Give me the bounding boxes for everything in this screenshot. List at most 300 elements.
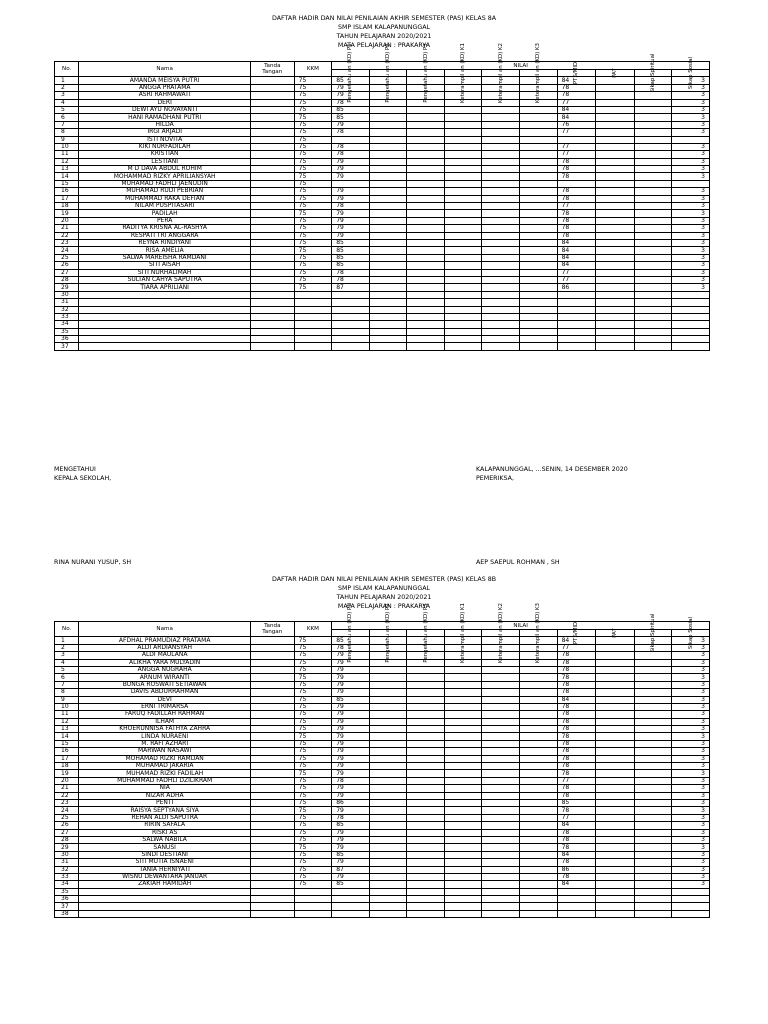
k2-score (482, 158, 520, 165)
spiritual-score (634, 143, 672, 150)
col-pts-header: PTS/MID (557, 630, 596, 637)
col-k1-header: Keterampil an (KD) K1 (444, 70, 482, 77)
table-row (55, 299, 710, 306)
p3-score (407, 247, 445, 254)
k3-score (520, 807, 558, 814)
student-name: MUHAMAD JAKARIA (79, 763, 251, 770)
k2-score (482, 114, 520, 121)
k3-score (520, 232, 558, 239)
p3-score (407, 158, 445, 165)
p2-score (369, 674, 407, 681)
pts-score: 84 (557, 696, 596, 703)
p3-score (407, 910, 445, 917)
k3-score (520, 689, 558, 696)
spiritual-score (634, 807, 672, 814)
student-name: ANGGA PRATAMA (79, 84, 251, 91)
p2-score (369, 114, 407, 121)
table-row (55, 859, 710, 866)
k3-score (520, 114, 558, 121)
kkm-value: 75 (294, 666, 332, 673)
sosial-score: 3 (672, 881, 710, 888)
sosial-score (672, 343, 710, 350)
table-row (55, 306, 710, 313)
col-p2-header: Pengetahu an (KD) P2 (369, 630, 407, 637)
pat-score (596, 158, 635, 165)
signature-cell (250, 217, 294, 224)
k1-score (444, 748, 482, 755)
year-line: TAHUN PELAJARAN 2020/2021 (336, 594, 432, 601)
pts-score: 77 (557, 814, 596, 821)
pat-score (596, 866, 635, 873)
kkm-value: 75 (294, 284, 332, 291)
k2-score (482, 770, 520, 777)
pat-score (596, 859, 635, 866)
sosial-score: 3 (672, 151, 710, 158)
pts-score: 78 (557, 232, 596, 239)
table-row (55, 106, 710, 113)
col-spiritual-header: Sikap Spiritual (634, 70, 672, 77)
spiritual-score (634, 755, 672, 762)
spiritual-score (634, 666, 672, 673)
signature-cell (250, 276, 294, 283)
pat-score (596, 652, 635, 659)
signature-cell (250, 188, 294, 195)
k3-score (520, 696, 558, 703)
p3-score (407, 166, 445, 173)
pat-score (596, 851, 635, 858)
p1-score (332, 888, 370, 895)
p2-score (369, 799, 407, 806)
signature-cell (250, 166, 294, 173)
k1-score (444, 299, 482, 306)
sosial-score: 3 (672, 763, 710, 770)
k1-score (444, 903, 482, 910)
pat-score (596, 143, 635, 150)
col-sosial-header: Sikap Sosial (672, 630, 710, 637)
k2-score (482, 696, 520, 703)
spiritual-score (634, 188, 672, 195)
spiritual-score (634, 262, 672, 269)
sosial-score: 3 (672, 785, 710, 792)
p3-score (407, 188, 445, 195)
row-no: 21 (55, 785, 79, 792)
row-no: 33 (55, 313, 79, 320)
row-no: 37 (55, 343, 79, 350)
signature-cell (250, 681, 294, 688)
p3-score (407, 836, 445, 843)
pts-score (557, 343, 596, 350)
pat-score (596, 262, 635, 269)
row-no: 34 (55, 321, 79, 328)
p3-score (407, 232, 445, 239)
p2-score (369, 173, 407, 180)
sosial-score: 3 (672, 873, 710, 880)
student-name: MUHAMAD RIZKI FADILAH (79, 770, 251, 777)
k2-score (482, 851, 520, 858)
pts-score: 78 (557, 859, 596, 866)
student-name: DERI (79, 99, 251, 106)
k3-score (520, 733, 558, 740)
table-row (55, 276, 710, 283)
student-name: AMANDA MEISYA PUTRI (79, 77, 251, 84)
row-no: 26 (55, 262, 79, 269)
table-row (55, 336, 710, 343)
kkm-value (294, 910, 332, 917)
spiritual-score (634, 888, 672, 895)
pat-score (596, 666, 635, 673)
student-name: DEWI AYU NOVAYANTI (79, 106, 251, 113)
signature-cell (250, 726, 294, 733)
kkm-value (294, 321, 332, 328)
pts-score (557, 321, 596, 328)
kkm-value: 75 (294, 129, 332, 136)
p3-score (407, 777, 445, 784)
student-name: MOHAMAD RIZKI RAMDAN (79, 755, 251, 762)
p3-score (407, 814, 445, 821)
k2-score (482, 903, 520, 910)
spiritual-score (634, 269, 672, 276)
k1-score (444, 726, 482, 733)
sign-kepala-sekolah: KEPALA SEKOLAH, (54, 475, 112, 482)
k2-score (482, 896, 520, 903)
col-k2-header: Keterampil an (KD) K2 (482, 70, 520, 77)
k1-score (444, 276, 482, 283)
row-no: 6 (55, 674, 79, 681)
sosial-score: 3 (672, 262, 710, 269)
pts-score: 78 (557, 807, 596, 814)
kkm-value: 75 (294, 836, 332, 843)
k3-score (520, 151, 558, 158)
pat-score (596, 770, 635, 777)
pat-score (596, 247, 635, 254)
student-name: RESPATI TRI ANGGARA (79, 232, 251, 239)
student-name: PERA (79, 217, 251, 224)
spiritual-score (634, 799, 672, 806)
spiritual-score (634, 822, 672, 829)
spiritual-score (634, 740, 672, 747)
k3-score (520, 306, 558, 313)
pat-score (596, 903, 635, 910)
p1-score: 79 (332, 807, 370, 814)
student-name: ASRI RAHMAWATI (79, 92, 251, 99)
p2-score (369, 158, 407, 165)
p3-score (407, 254, 445, 261)
k3-score (520, 269, 558, 276)
student-name: ALIKHA YARA MULYADIN (79, 659, 251, 666)
signature-cell (250, 299, 294, 306)
pts-score: 77 (557, 276, 596, 283)
pat-score (596, 284, 635, 291)
sosial-score: 3 (672, 733, 710, 740)
k2-score (482, 881, 520, 888)
row-no: 21 (55, 225, 79, 232)
k3-score (520, 666, 558, 673)
kkm-value: 75 (294, 689, 332, 696)
pat-score (596, 785, 635, 792)
p2-score (369, 696, 407, 703)
k1-score (444, 158, 482, 165)
spiritual-score (634, 232, 672, 239)
row-no: 22 (55, 792, 79, 799)
spiritual-score (634, 733, 672, 740)
k1-score (444, 755, 482, 762)
p2-score (369, 859, 407, 866)
row-no: 31 (55, 859, 79, 866)
spiritual-score (634, 777, 672, 784)
student-name (79, 313, 251, 320)
p2-score (369, 896, 407, 903)
k2-score (482, 814, 520, 821)
pts-score: 78 (557, 792, 596, 799)
student-name: ALDI MAULANA (79, 652, 251, 659)
pat-score (596, 129, 635, 136)
student-name: RIRIN SAFALA (79, 822, 251, 829)
row-no: 36 (55, 896, 79, 903)
k2-score (482, 726, 520, 733)
k3-score (520, 718, 558, 725)
kkm-value (294, 306, 332, 313)
k3-score (520, 254, 558, 261)
pat-score (596, 888, 635, 895)
student-name: ZAKIAH HAMIDAH (79, 881, 251, 888)
col-pat-header: PAT (596, 70, 635, 77)
p1-score: 79 (332, 770, 370, 777)
school-line: SMP ISLAM KALAPANUNGGAL (337, 24, 431, 31)
p1-score: 79 (332, 659, 370, 666)
k2-score (482, 888, 520, 895)
col-tanda-tangan-header: Tanda Tangan (250, 622, 294, 637)
pts-score: 78 (557, 726, 596, 733)
pts-score (557, 313, 596, 320)
spiritual-score (634, 195, 672, 202)
pat-score (596, 726, 635, 733)
p3-score (407, 844, 445, 851)
k1-score (444, 151, 482, 158)
kkm-value: 75 (294, 711, 332, 718)
spiritual-score (634, 239, 672, 246)
p3-score (407, 180, 445, 187)
p1-score: 79 (332, 836, 370, 843)
table-row (55, 313, 710, 320)
p3-score (407, 121, 445, 128)
p1-score: 79 (332, 652, 370, 659)
row-no: 15 (55, 180, 79, 187)
sign-left-block (54, 465, 111, 483)
p1-score: 79 (332, 166, 370, 173)
pts-score: 84 (557, 254, 596, 261)
pts-score: 78 (557, 652, 596, 659)
p3-score (407, 173, 445, 180)
k3-score (520, 106, 558, 113)
sosial-score: 3 (672, 844, 710, 851)
kkm-value: 75 (294, 770, 332, 777)
col-nama-header: Nama (79, 62, 251, 77)
sosial-score: 3 (672, 652, 710, 659)
row-no: 1 (55, 77, 79, 84)
sosial-score: 3 (672, 748, 710, 755)
signature-cell (250, 328, 294, 335)
signature-cell (250, 718, 294, 725)
pts-score: 78 (557, 829, 596, 836)
k1-score (444, 173, 482, 180)
kkm-value (294, 343, 332, 350)
table-row (55, 284, 710, 291)
col-spiritual-header: Sikap Spiritual (634, 630, 672, 637)
table-row (55, 888, 710, 895)
signature-cell (250, 770, 294, 777)
k1-score (444, 910, 482, 917)
p1-score: 79 (332, 225, 370, 232)
kkm-value: 75 (294, 822, 332, 829)
spiritual-score (634, 203, 672, 210)
spiritual-score (634, 343, 672, 350)
sosial-score: 3 (672, 659, 710, 666)
p3-score (407, 888, 445, 895)
k2-score (482, 210, 520, 217)
kkm-value: 75 (294, 718, 332, 725)
spiritual-score (634, 829, 672, 836)
table-row (55, 328, 710, 335)
p2-score (369, 666, 407, 673)
k3-score (520, 217, 558, 224)
spiritual-score (634, 284, 672, 291)
kkm-value: 75 (294, 755, 332, 762)
pat-score (596, 873, 635, 880)
k1-score (444, 807, 482, 814)
pts-score: 77 (557, 151, 596, 158)
row-no: 18 (55, 763, 79, 770)
pts-score (557, 291, 596, 298)
k1-score (444, 785, 482, 792)
kkm-value: 75 (294, 763, 332, 770)
sosial-score: 3 (672, 106, 710, 113)
p2-score (369, 851, 407, 858)
p1-score: 79 (332, 173, 370, 180)
col-no-header: No. (55, 62, 79, 77)
p2-score (369, 151, 407, 158)
kkm-value: 75 (294, 799, 332, 806)
k3-score (520, 896, 558, 903)
p2-score (369, 306, 407, 313)
table-row (55, 343, 710, 350)
student-name: ISTI NOVITA (79, 136, 251, 143)
sosial-score: 3 (672, 718, 710, 725)
k1-score (444, 792, 482, 799)
sosial-score: 3 (672, 203, 710, 210)
table-row (55, 666, 710, 673)
row-no: 27 (55, 269, 79, 276)
pat-score (596, 637, 635, 644)
kkm-value: 75 (294, 203, 332, 210)
p1-score: 79 (332, 755, 370, 762)
row-no: 33 (55, 873, 79, 880)
row-no: 3 (55, 652, 79, 659)
k2-score (482, 711, 520, 718)
p1-score: 79 (332, 740, 370, 747)
k2-score (482, 336, 520, 343)
sosial-score: 3 (672, 866, 710, 873)
pts-score: 78 (557, 748, 596, 755)
k1-score (444, 121, 482, 128)
signature-cell (250, 106, 294, 113)
spiritual-score (634, 210, 672, 217)
table-row (55, 262, 710, 269)
k2-score (482, 763, 520, 770)
col-p1-header: Pengetahu an (KD) P1 (332, 630, 370, 637)
kkm-value: 75 (294, 173, 332, 180)
kkm-value (294, 896, 332, 903)
signature-cell (250, 896, 294, 903)
k1-score (444, 106, 482, 113)
pat-score (596, 674, 635, 681)
k1-score (444, 336, 482, 343)
pat-score (596, 121, 635, 128)
k1-score (444, 195, 482, 202)
spiritual-score (634, 785, 672, 792)
k2-score (482, 254, 520, 261)
row-no: 13 (55, 166, 79, 173)
row-no: 7 (55, 681, 79, 688)
p1-score: 78 (332, 129, 370, 136)
p1-score: 87 (332, 284, 370, 291)
spiritual-score (634, 129, 672, 136)
spiritual-score (634, 844, 672, 851)
student-name: RISA AMELIA (79, 247, 251, 254)
student-name: SALWA MAREISHA RAMDANI (79, 254, 251, 261)
p2-score (369, 910, 407, 917)
row-no: 8 (55, 129, 79, 136)
k2-score (482, 740, 520, 747)
p1-score: 85 (332, 77, 370, 84)
signature-cell (250, 881, 294, 888)
k3-score (520, 180, 558, 187)
k1-score (444, 343, 482, 350)
k2-score (482, 777, 520, 784)
student-name: ANGGA NUGRAHA (79, 666, 251, 673)
p3-score (407, 726, 445, 733)
kkm-value: 75 (294, 652, 332, 659)
student-name: NILAM PUSPITASARI (79, 203, 251, 210)
sosial-score (672, 291, 710, 298)
row-no: 5 (55, 106, 79, 113)
p2-score (369, 726, 407, 733)
sosial-score: 3 (672, 158, 710, 165)
table-row (55, 881, 710, 888)
row-no: 15 (55, 740, 79, 747)
pat-score (596, 195, 635, 202)
sosial-score: 3 (672, 666, 710, 673)
student-name: RISKI AS (79, 829, 251, 836)
pts-score: 78 (557, 188, 596, 195)
row-no: 9 (55, 136, 79, 143)
k1-score (444, 829, 482, 836)
p2-score (369, 262, 407, 269)
kkm-value: 75 (294, 232, 332, 239)
signature-cell (250, 822, 294, 829)
p2-score (369, 269, 407, 276)
row-no: 8 (55, 689, 79, 696)
k2-score (482, 284, 520, 291)
signature-cell (250, 313, 294, 320)
k1-score (444, 217, 482, 224)
k1-score (444, 711, 482, 718)
student-name (79, 896, 251, 903)
p1-score: 85 (332, 637, 370, 644)
k1-score (444, 313, 482, 320)
kkm-value: 75 (294, 121, 332, 128)
p1-score: 78 (332, 269, 370, 276)
signature-cell (250, 711, 294, 718)
